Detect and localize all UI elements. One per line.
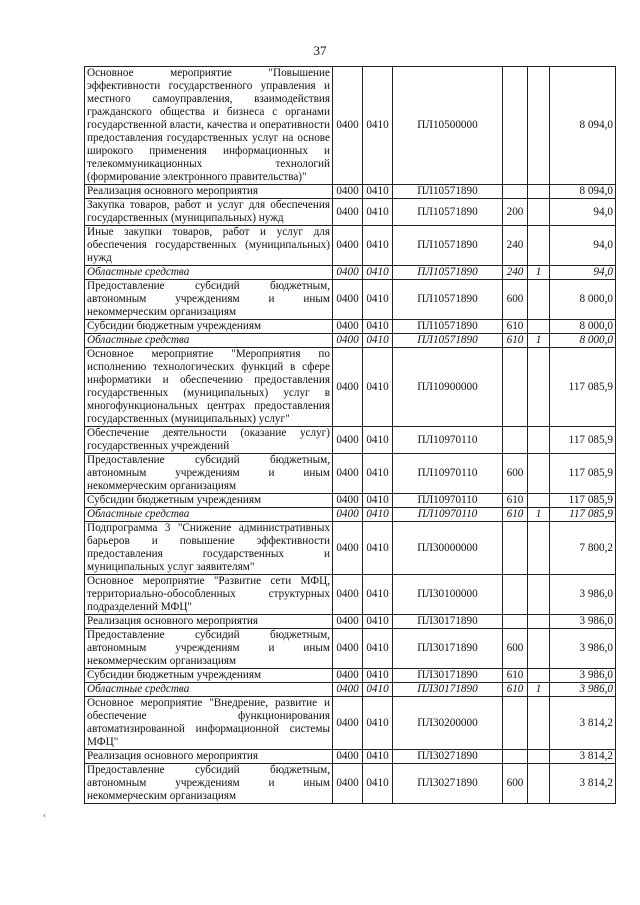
expense-type-cell: 600 bbox=[503, 280, 528, 320]
target-article-cell: ПЛ30200000 bbox=[393, 697, 503, 750]
target-article-cell: ПЛ10571890 bbox=[393, 226, 503, 266]
expense-type-cell bbox=[503, 750, 528, 764]
table-row bbox=[85, 750, 616, 764]
funding-source-cell: 1 bbox=[528, 683, 550, 697]
funding-source-cell bbox=[528, 427, 550, 454]
expense-type-cell: 200 bbox=[503, 199, 528, 226]
funding-source-cell bbox=[528, 226, 550, 266]
expense-type-cell: 600 bbox=[503, 629, 528, 669]
funding-source-cell bbox=[528, 199, 550, 226]
expense-type-cell: 610 bbox=[503, 508, 528, 522]
row-name-cell: Предоставление субсидий бюджетным, автономным учреждениям и иным некоммерческим организациям bbox=[85, 764, 333, 804]
subsection-code-cell: 0410 bbox=[363, 522, 393, 575]
budget-table bbox=[84, 66, 616, 804]
table-row bbox=[85, 334, 616, 348]
row-name-cell: Подпрограмма 3 "Снижение административных барьеров и повышение эффективности предоставления государственных и муниципальных услуг заявителям" bbox=[85, 522, 333, 575]
table-row bbox=[85, 683, 616, 697]
amount-cell: 94,0 bbox=[550, 266, 616, 280]
subsection-code-cell: 0410 bbox=[363, 764, 393, 804]
section-code-cell: 0400 bbox=[333, 67, 363, 185]
funding-source-cell: 1 bbox=[528, 508, 550, 522]
target-article-cell: ПЛ10970110 bbox=[393, 427, 503, 454]
amount-cell: 117 085,9 bbox=[550, 427, 616, 454]
subsection-code-cell: 0410 bbox=[363, 575, 393, 615]
table-row bbox=[85, 280, 616, 320]
section-code-cell: 0400 bbox=[333, 522, 363, 575]
expense-type-cell bbox=[503, 185, 528, 199]
amount-cell: 3 814,2 bbox=[550, 697, 616, 750]
amount-cell: 3 986,0 bbox=[550, 615, 616, 629]
subsection-code-cell: 0410 bbox=[363, 669, 393, 683]
amount-cell: 117 085,9 bbox=[550, 508, 616, 522]
amount-cell: 117 085,9 bbox=[550, 454, 616, 494]
amount-cell: 8 094,0 bbox=[550, 185, 616, 199]
subsection-code-cell: 0410 bbox=[363, 454, 393, 494]
subsection-code-cell: 0410 bbox=[363, 266, 393, 280]
section-code-cell: 0400 bbox=[333, 764, 363, 804]
funding-source-cell bbox=[528, 348, 550, 427]
amount-cell: 8 094,0 bbox=[550, 67, 616, 185]
section-code-cell: 0400 bbox=[333, 750, 363, 764]
expense-type-cell: 240 bbox=[503, 226, 528, 266]
funding-source-cell bbox=[528, 697, 550, 750]
amount-cell: 8 000,0 bbox=[550, 280, 616, 320]
target-article-cell: ПЛ30171890 bbox=[393, 669, 503, 683]
table-row bbox=[85, 615, 616, 629]
table-row bbox=[85, 185, 616, 199]
funding-source-cell bbox=[528, 575, 550, 615]
subsection-code-cell: 0410 bbox=[363, 615, 393, 629]
funding-source-cell bbox=[528, 67, 550, 185]
expense-type-cell: 600 bbox=[503, 764, 528, 804]
row-name-cell: Реализация основного мероприятия bbox=[85, 185, 333, 199]
section-code-cell: 0400 bbox=[333, 334, 363, 348]
section-code-cell: 0400 bbox=[333, 494, 363, 508]
table-row bbox=[85, 454, 616, 494]
table-row bbox=[85, 764, 616, 804]
subsection-code-cell: 0410 bbox=[363, 199, 393, 226]
target-article-cell: ПЛ30000000 bbox=[393, 522, 503, 575]
subsection-code-cell: 0410 bbox=[363, 750, 393, 764]
amount-cell: 3 986,0 bbox=[550, 683, 616, 697]
row-name-cell: Основное мероприятие "Повышение эффективности государственного управления и местного самоуправления, взаимодействия гражданского общества и бизнеса с органами государственной власти, качества и оперативности предоставления государственных услуг на основе широкого применения информационных и телекоммуникационных технологий (формирование электронного правительства)" bbox=[85, 67, 333, 185]
funding-source-cell bbox=[528, 764, 550, 804]
target-article-cell: ПЛ10970110 bbox=[393, 454, 503, 494]
section-code-cell: 0400 bbox=[333, 320, 363, 334]
target-article-cell: ПЛ10571890 bbox=[393, 280, 503, 320]
target-article-cell: ПЛ10970110 bbox=[393, 494, 503, 508]
amount-cell: 3 986,0 bbox=[550, 575, 616, 615]
table-row bbox=[85, 67, 616, 185]
target-article-cell: ПЛ30171890 bbox=[393, 615, 503, 629]
amount-cell: 94,0 bbox=[550, 199, 616, 226]
subsection-code-cell: 0410 bbox=[363, 226, 393, 266]
target-article-cell: ПЛ30171890 bbox=[393, 683, 503, 697]
table-row bbox=[85, 348, 616, 427]
amount-cell: 3 814,2 bbox=[550, 750, 616, 764]
target-article-cell: ПЛ30271890 bbox=[393, 764, 503, 804]
subsection-code-cell: 0410 bbox=[363, 185, 393, 199]
expense-type-cell bbox=[503, 697, 528, 750]
row-name-cell: Предоставление субсидий бюджетным, автономным учреждениям и иным некоммерческим организациям bbox=[85, 280, 333, 320]
section-code-cell: 0400 bbox=[333, 266, 363, 280]
amount-cell: 8 000,0 bbox=[550, 320, 616, 334]
expense-type-cell: 610 bbox=[503, 334, 528, 348]
row-name-cell: Областные средства bbox=[85, 266, 333, 280]
row-name-cell: Субсидии бюджетным учреждениям bbox=[85, 494, 333, 508]
section-code-cell: 0400 bbox=[333, 683, 363, 697]
expense-type-cell bbox=[503, 575, 528, 615]
section-code-cell: 0400 bbox=[333, 427, 363, 454]
target-article-cell: ПЛ10571890 bbox=[393, 266, 503, 280]
funding-source-cell bbox=[528, 454, 550, 494]
subsection-code-cell: 0410 bbox=[363, 629, 393, 669]
expense-type-cell: 610 bbox=[503, 683, 528, 697]
subsection-code-cell: 0410 bbox=[363, 334, 393, 348]
amount-cell: 3 986,0 bbox=[550, 669, 616, 683]
expense-type-cell bbox=[503, 615, 528, 629]
page-number: 37 bbox=[313, 43, 327, 58]
funding-source-cell bbox=[528, 750, 550, 764]
amount-cell: 117 085,9 bbox=[550, 494, 616, 508]
table-row bbox=[85, 320, 616, 334]
table-row bbox=[85, 697, 616, 750]
expense-type-cell bbox=[503, 427, 528, 454]
funding-source-cell bbox=[528, 629, 550, 669]
subsection-code-cell: 0410 bbox=[363, 697, 393, 750]
funding-source-cell bbox=[528, 280, 550, 320]
expense-type-cell: 240 bbox=[503, 266, 528, 280]
target-article-cell: ПЛ10900000 bbox=[393, 348, 503, 427]
row-name-cell: Основное мероприятие "Развитие сети МФЦ, территориально-обособленных структурных подразделений МФЦ" bbox=[85, 575, 333, 615]
table-row bbox=[85, 508, 616, 522]
subsection-code-cell: 0410 bbox=[363, 320, 393, 334]
row-name-cell: Основное мероприятие "Мероприятия по исполнению технологических функций в сфере информатики и обеспечению предоставления государственных (муниципальных) услуг в многофункциональных центрах предоставления государственных (муниципальных) услуг" bbox=[85, 348, 333, 427]
subsection-code-cell: 0410 bbox=[363, 348, 393, 427]
row-name-cell: Реализация основного мероприятия bbox=[85, 750, 333, 764]
funding-source-cell: 1 bbox=[528, 334, 550, 348]
row-name-cell: Субсидии бюджетным учреждениям bbox=[85, 669, 333, 683]
table-row bbox=[85, 494, 616, 508]
target-article-cell: ПЛ10571890 bbox=[393, 320, 503, 334]
row-name-cell: Областные средства bbox=[85, 334, 333, 348]
section-code-cell: 0400 bbox=[333, 575, 363, 615]
subsection-code-cell: 0410 bbox=[363, 494, 393, 508]
subsection-code-cell: 0410 bbox=[363, 67, 393, 185]
target-article-cell: ПЛ10571890 bbox=[393, 185, 503, 199]
amount-cell: 3 986,0 bbox=[550, 629, 616, 669]
target-article-cell: ПЛ10571890 bbox=[393, 334, 503, 348]
target-article-cell: ПЛ30100000 bbox=[393, 575, 503, 615]
table-row bbox=[85, 629, 616, 669]
funding-source-cell bbox=[528, 494, 550, 508]
funding-source-cell: 1 bbox=[528, 266, 550, 280]
funding-source-cell bbox=[528, 522, 550, 575]
expense-type-cell: 610 bbox=[503, 320, 528, 334]
funding-source-cell bbox=[528, 615, 550, 629]
target-article-cell: ПЛ10571890 bbox=[393, 199, 503, 226]
row-name-cell: Областные средства bbox=[85, 683, 333, 697]
table-row bbox=[85, 522, 616, 575]
subsection-code-cell: 0410 bbox=[363, 427, 393, 454]
table-row bbox=[85, 226, 616, 266]
row-name-cell: Основное мероприятие "Внедрение, развитие и обеспечение функционирования автоматизированной информационной системы МФЦ" bbox=[85, 697, 333, 750]
funding-source-cell bbox=[528, 669, 550, 683]
expense-type-cell: 600 bbox=[503, 454, 528, 494]
subsection-code-cell: 0410 bbox=[363, 683, 393, 697]
row-name-cell: Предоставление субсидий бюджетным, автономным учреждениям и иным некоммерческим организациям bbox=[85, 629, 333, 669]
target-article-cell: ПЛ10500000 bbox=[393, 67, 503, 185]
section-code-cell: 0400 bbox=[333, 226, 363, 266]
row-name-cell: Предоставление субсидий бюджетным, автономным учреждениям и иным некоммерческим организациям bbox=[85, 454, 333, 494]
table-row bbox=[85, 427, 616, 454]
target-article-cell: ПЛ30171890 bbox=[393, 629, 503, 669]
table-body bbox=[85, 67, 616, 804]
expense-type-cell bbox=[503, 348, 528, 427]
expense-type-cell: 610 bbox=[503, 494, 528, 508]
subsection-code-cell: 0410 bbox=[363, 508, 393, 522]
funding-source-cell bbox=[528, 185, 550, 199]
row-name-cell: Обеспечение деятельности (оказание услуг) государственных учреждений bbox=[85, 427, 333, 454]
row-name-cell: Областные средства bbox=[85, 508, 333, 522]
margin-mark: ‹ bbox=[43, 810, 46, 820]
section-code-cell: 0400 bbox=[333, 280, 363, 320]
subsection-code-cell: 0410 bbox=[363, 280, 393, 320]
section-code-cell: 0400 bbox=[333, 454, 363, 494]
amount-cell: 117 085,9 bbox=[550, 348, 616, 427]
target-article-cell: ПЛ10970110 bbox=[393, 508, 503, 522]
expense-type-cell bbox=[503, 522, 528, 575]
amount-cell: 7 800,2 bbox=[550, 522, 616, 575]
expense-type-cell bbox=[503, 67, 528, 185]
table-row bbox=[85, 575, 616, 615]
row-name-cell: Реализация основного мероприятия bbox=[85, 615, 333, 629]
section-code-cell: 0400 bbox=[333, 615, 363, 629]
section-code-cell: 0400 bbox=[333, 185, 363, 199]
section-code-cell: 0400 bbox=[333, 697, 363, 750]
row-name-cell: Закупка товаров, работ и услуг для обеспечения государственных (муниципальных) нужд bbox=[85, 199, 333, 226]
amount-cell: 8 000,0 bbox=[550, 334, 616, 348]
amount-cell: 94,0 bbox=[550, 226, 616, 266]
table-row bbox=[85, 199, 616, 226]
row-name-cell: Иные закупки товаров, работ и услуг для обеспечения государственных (муниципальных) нужд bbox=[85, 226, 333, 266]
section-code-cell: 0400 bbox=[333, 199, 363, 226]
section-code-cell: 0400 bbox=[333, 629, 363, 669]
section-code-cell: 0400 bbox=[333, 348, 363, 427]
table-row bbox=[85, 266, 616, 280]
row-name-cell: Субсидии бюджетным учреждениям bbox=[85, 320, 333, 334]
target-article-cell: ПЛ30271890 bbox=[393, 750, 503, 764]
expense-type-cell: 610 bbox=[503, 669, 528, 683]
amount-cell: 3 814,2 bbox=[550, 764, 616, 804]
section-code-cell: 0400 bbox=[333, 508, 363, 522]
funding-source-cell bbox=[528, 320, 550, 334]
table-row bbox=[85, 669, 616, 683]
section-code-cell: 0400 bbox=[333, 669, 363, 683]
